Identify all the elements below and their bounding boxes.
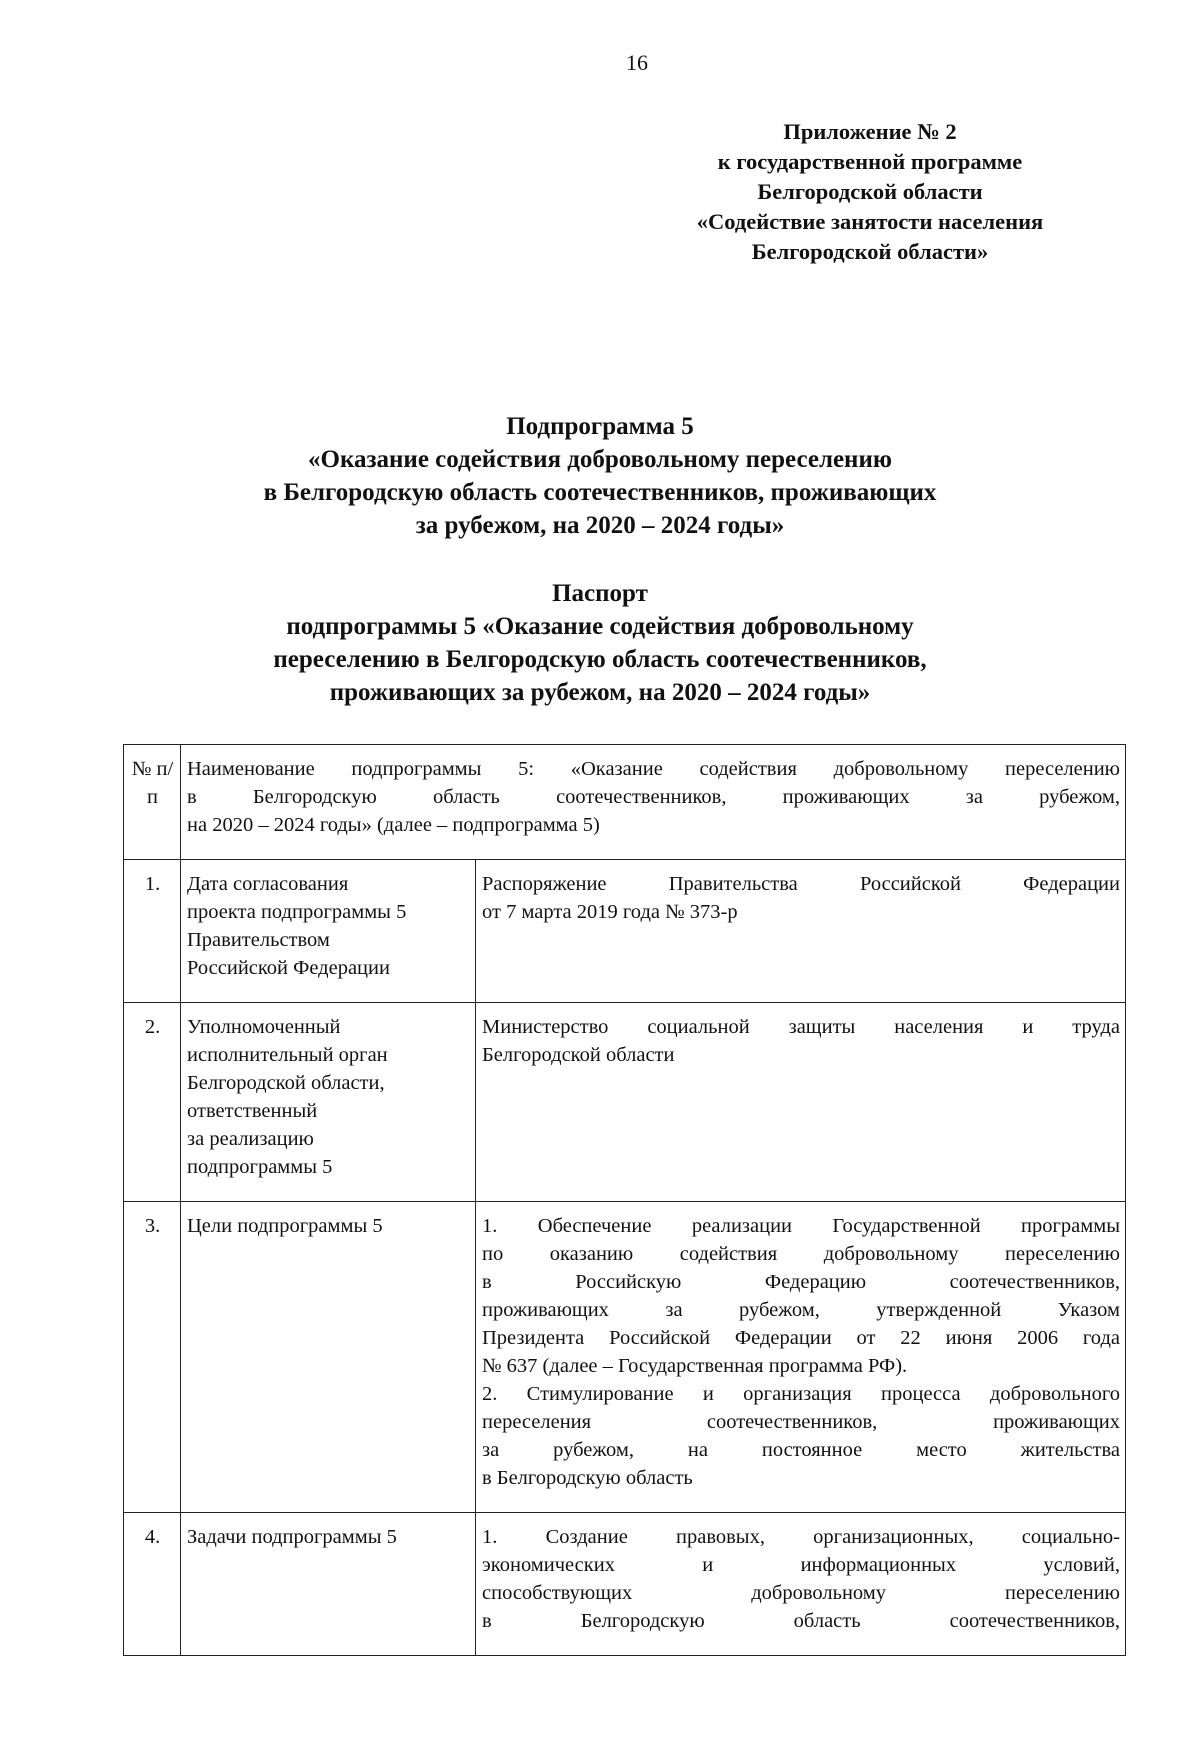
row-value-line: Президента Российской Федерации от 22 июня 2006 года: [482, 1327, 1120, 1349]
row-value: [476, 860, 1126, 1003]
row-label-line: Правительством: [187, 929, 330, 951]
row-value-line: в Белгородскую область: [482, 1467, 693, 1489]
row-label-line: проекта подпрограммы 5: [187, 901, 407, 923]
header-line: в Белгородскую область соотечественников, проживающих за рубежом,: [187, 786, 1120, 808]
appendix-line: Белгородской области»: [751, 239, 989, 264]
row-value: [476, 1003, 1126, 1202]
row-value-line: Белгородской области: [482, 1044, 675, 1066]
subprogram-title-line: Подпрограмма 5: [506, 413, 694, 440]
row-value-line: способствующих добровольному переселению: [482, 1582, 1120, 1604]
row-label: [181, 860, 476, 1003]
row-value: [476, 1513, 1126, 1656]
passport-title-line: переселению в Белгородскую область соотечественников,: [273, 646, 927, 673]
row-value-line: за рубежом, на постоянное место жительства: [482, 1439, 1120, 1461]
row-value-line: 2. Стимулирование и организация процесса добровольного: [482, 1383, 1120, 1405]
row-value-line: 1. Обеспечение реализации Государственной программы: [482, 1215, 1120, 1237]
row-value-line: Министерство социальной защиты населения и труда: [482, 1016, 1120, 1038]
row-label-line: Уполномоченный: [187, 1016, 341, 1038]
table-row: [124, 1513, 1126, 1656]
table-row: [124, 1202, 1126, 1513]
appendix-line: Приложение № 2: [783, 119, 957, 144]
row-value-line: переселения соотечественников, проживающих: [482, 1411, 1120, 1433]
row-value-line: от 7 марта 2019 года № 373-р: [482, 901, 738, 923]
row-value: [476, 1202, 1126, 1513]
page-number: 16: [626, 50, 648, 75]
header-num-cell: № п/п: [124, 745, 181, 860]
row-label-line: Дата согласования: [187, 873, 349, 895]
row-num: 2.: [124, 1003, 181, 1202]
passport-title-line: подпрограммы 5 «Оказание содействия добровольному: [286, 613, 914, 640]
row-value-line: экономических и информационных условий,: [482, 1554, 1120, 1576]
row-value-line: Распоряжение Правительства Российской Федерации: [482, 873, 1120, 895]
table-row: [124, 1003, 1126, 1202]
header-title-cell: [181, 745, 1126, 860]
passport-title-line: Паспорт: [552, 580, 648, 607]
appendix-heading: [640, 117, 1100, 267]
row-value-line: в Российскую Федерацию соотечественников,: [482, 1271, 1120, 1293]
row-label-line: ответственный: [187, 1100, 318, 1122]
row-label-line: Цели подпрограммы 5: [187, 1215, 383, 1237]
subprogram-title-line: за рубежом, на 2020 – 2024 годы»: [415, 512, 785, 539]
row-value-line: проживающих за рубежом, утвержденной Указом: [482, 1299, 1120, 1321]
passport-table: [123, 744, 1126, 1656]
row-num: 1.: [124, 860, 181, 1003]
row-label-line: Задачи подпрограммы 5: [187, 1526, 397, 1548]
appendix-line: «Содействие занятости населения: [696, 209, 1044, 234]
table-header-row: [124, 745, 1126, 860]
row-label-line: Российской Федерации: [187, 957, 390, 979]
appendix-line: к государственной программе: [717, 149, 1023, 174]
passport-title-line: проживающих за рубежом, на 2020 – 2024 годы»: [329, 679, 871, 706]
row-value-line: по оказанию содействия добровольному переселению: [482, 1243, 1120, 1265]
row-label-line: исполнительный орган: [187, 1044, 388, 1066]
passport-title: [150, 577, 1050, 709]
row-num: 4.: [124, 1513, 181, 1656]
row-num: 3.: [124, 1202, 181, 1513]
header-line: Наименование подпрограммы 5: «Оказание содействия добровольному переселению: [187, 758, 1120, 780]
subprogram-title: [150, 410, 1050, 542]
row-label-line: за реализацию: [187, 1128, 314, 1150]
row-value-line: в Белгородскую область соотечественников,: [482, 1610, 1120, 1632]
row-label: [181, 1513, 476, 1656]
row-label-line: подпрограммы 5: [187, 1156, 333, 1178]
row-value-line: 1. Создание правовых, организационных, социально-: [482, 1526, 1120, 1548]
subprogram-title-line: в Белгородскую область соотечественников, проживающих: [263, 479, 937, 506]
row-label-line: Белгородской области,: [187, 1072, 385, 1094]
row-label: [181, 1202, 476, 1513]
row-value-line: № 637 (далее – Государственная программа РФ).: [482, 1355, 908, 1377]
row-label: [181, 1003, 476, 1202]
appendix-line: Белгородской области: [757, 179, 983, 204]
subprogram-title-line: «Оказание содействия добровольному переселению: [308, 446, 892, 473]
table-row: [124, 860, 1126, 1003]
header-line: на 2020 – 2024 годы» (далее – подпрограмма 5): [187, 814, 600, 836]
